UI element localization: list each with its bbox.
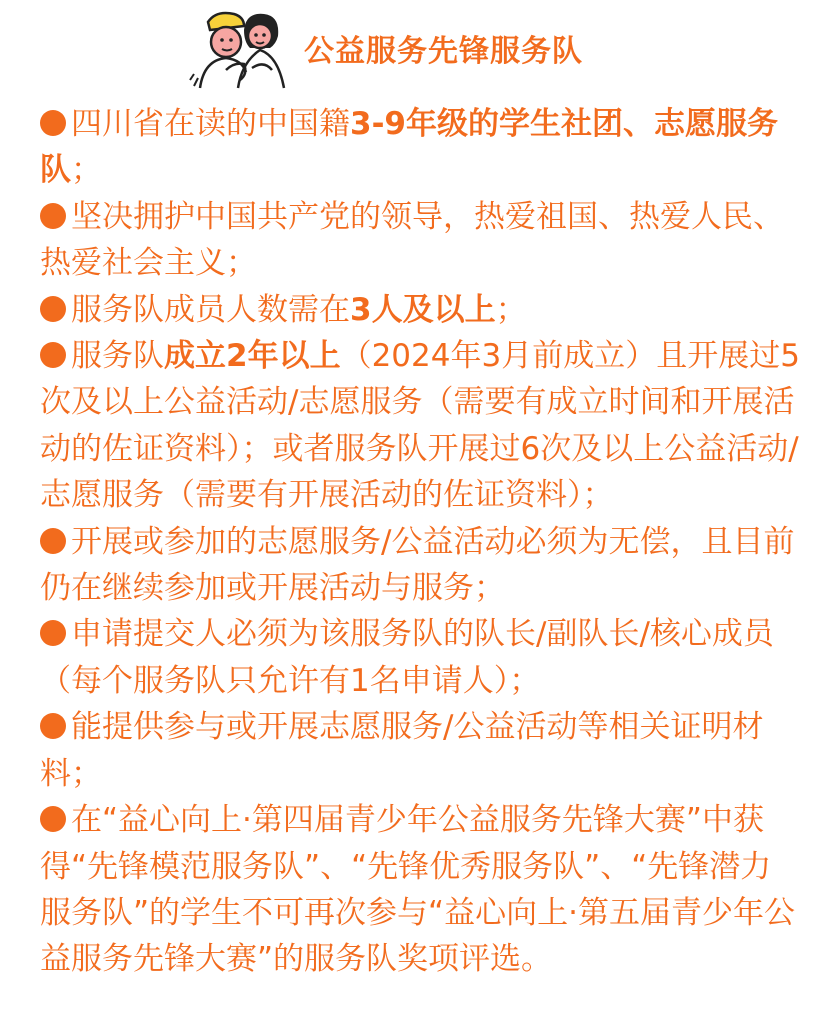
page-title: 公益服务先锋服务队 xyxy=(304,34,583,69)
bullet-icon xyxy=(40,528,66,554)
list-item: 在“益心向上·第四届青少年公益服务先锋大赛”中获得“先锋模范服务队”、“先锋优秀服务队”、“先锋潜力服务队”的学生不可再次参与“益心向上·第五届青少年公益服务先锋大赛”的服务队奖项评选。 xyxy=(40,802,795,978)
bullet-icon xyxy=(40,620,66,646)
eligibility-list xyxy=(40,101,800,983)
bullet-icon xyxy=(40,342,66,368)
bullet-icon xyxy=(40,110,66,136)
bullet-icon xyxy=(40,296,66,322)
bullet-icon xyxy=(40,806,66,832)
list-item: 坚决拥护中国共产党的领导，热爱祖国、热爱人民、热爱社会主义； xyxy=(40,198,784,282)
bullet-icon xyxy=(40,713,66,739)
list-item: 服务队成员人数需在3人及以上； xyxy=(40,287,800,333)
list-item: 服务队成立2年以上（2024年3月前成立）且开展过5次及以上公益活动/志愿服务（需要有成立时间和开展活动的佐证资料）；或者服务队开展过6次及以上公益活动/志愿服务（需要有开展活动的佐证资料）； xyxy=(40,338,800,514)
bullet-icon xyxy=(40,203,66,229)
two-kids-illustration-icon xyxy=(186,8,298,90)
header xyxy=(0,0,828,96)
list-item: 开展或参加的志愿服务/公益活动必须为无偿，且目前仍在继续参加或开展活动与服务； xyxy=(40,523,795,607)
list-item: 申请提交人必须为该服务队的队长/副队长/核心成员（每个服务队只允许有1名申请人）； xyxy=(40,616,774,699)
list-item: 四川省在读的中国籍3-9年级的学生社团、志愿服务队； xyxy=(40,106,779,189)
list-item: 能提供参与或开展志愿服务/公益活动等相关证明材料； xyxy=(40,709,764,792)
